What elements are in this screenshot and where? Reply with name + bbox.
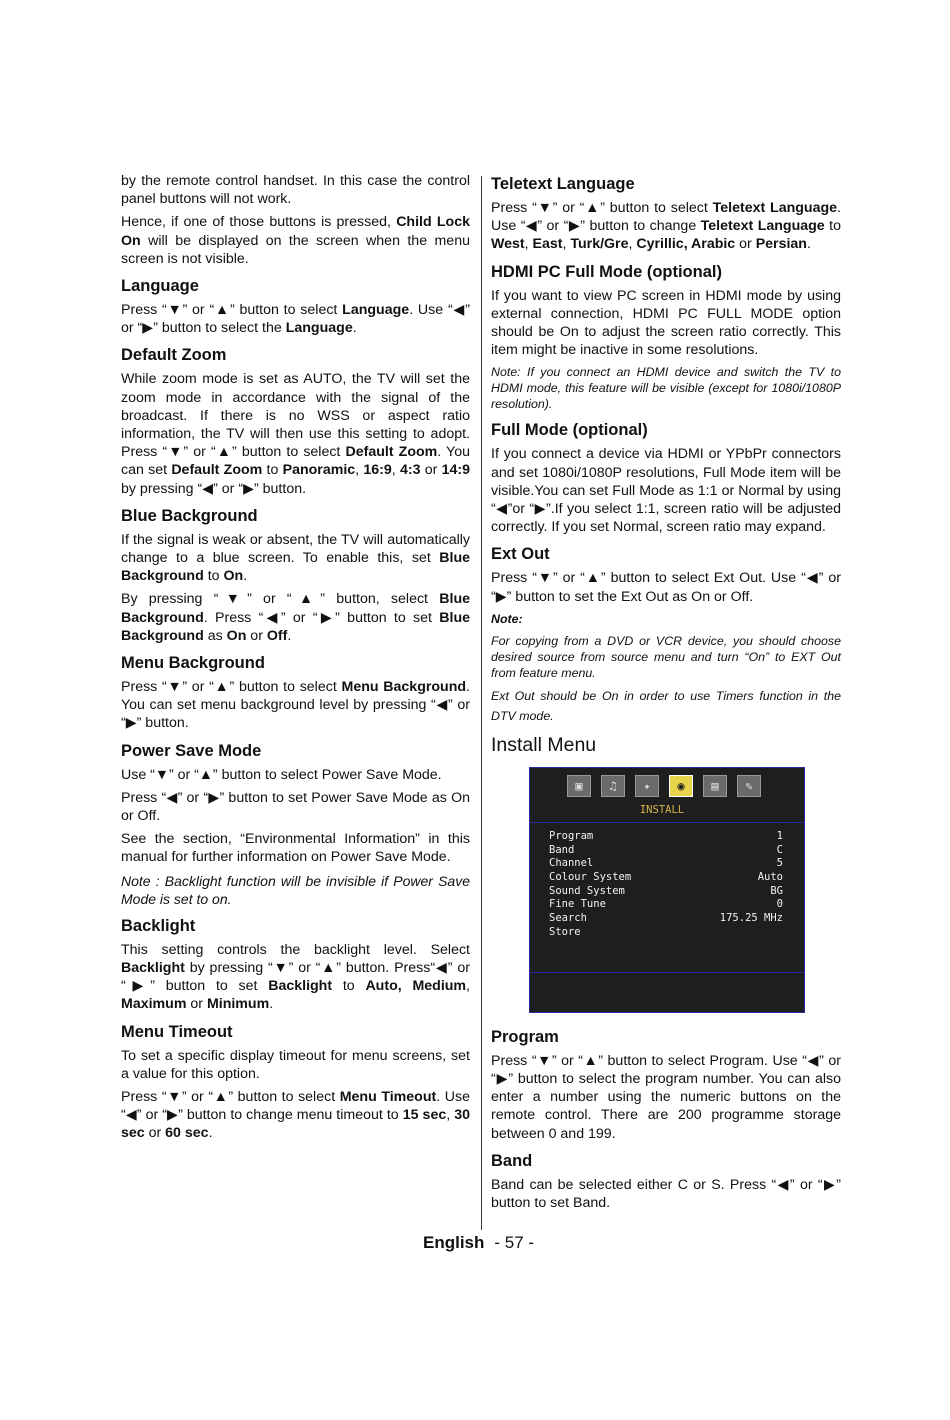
menu-row-label: Fine Tune xyxy=(549,898,606,911)
text-span: ▶ xyxy=(142,320,154,337)
feature-icon: ✦ xyxy=(635,775,659,797)
menu-row xyxy=(549,857,783,871)
language-heading: Language xyxy=(121,277,199,296)
text-span: ▼ xyxy=(166,302,183,319)
menu-row xyxy=(549,871,783,885)
ext-out-heading: Ext Out xyxy=(491,545,550,564)
menu-row xyxy=(549,844,783,858)
blue-background-paragraph-1: If the signal is weak or absent, the TV will automatically change to a blue screen. To enable this, set Blue Background to On. xyxy=(121,531,470,585)
text-span: Hence, if one of those buttons is pressed, xyxy=(121,214,391,231)
menu-row-label: Search xyxy=(549,912,587,925)
text-span: ” or “ xyxy=(121,302,471,337)
power-save-paragraph-2: Press “◀” or “▶” button to set Power Save Mode as On or Off. xyxy=(121,789,470,825)
hdmi-pc-full-mode-paragraph: If you want to view PC screen in HDMI mode by using external connection, HDMI PC FULL MODE option should be On to adjust the screen ratio correctly. This item might be inactive in some resolutions. xyxy=(491,287,841,359)
install-icon: ◉ xyxy=(669,775,693,797)
text-span: ” button to select the xyxy=(153,320,286,337)
source-icon: ▤ xyxy=(703,775,727,797)
power-save-paragraph-1: Use “▼” or “▲” button to select Power Save Mode. xyxy=(121,766,442,783)
ext-out-note-1: For copying from a DVD or VCR device, you should choose desired source from source menu and turn “On” to EXT Out from feature menu. xyxy=(491,633,841,680)
menu-background-paragraph: Press “▼” or “▲” button to select Menu Background. You can set menu background level by pressing “◀” or “▶” button. xyxy=(121,679,470,732)
menu-row-label: Sound System xyxy=(549,884,625,897)
intro-paragraph: by the remote control handset. In this case the control panel buttons will not work. xyxy=(121,173,470,208)
page-number: - 57 - xyxy=(494,1233,535,1252)
menu-row xyxy=(549,926,783,940)
full-mode-heading: Full Mode (optional) xyxy=(491,421,648,440)
power-save-paragraph-3: See the section, “Environmental Information” in this manual for further information on Power Save Mode. xyxy=(121,831,470,866)
install-menu-list xyxy=(549,830,783,940)
text-span: . xyxy=(352,320,357,337)
menu-footer-line xyxy=(530,972,804,973)
power-save-note: Note : Backlight function will be invisible if Power Save Mode is set to on. xyxy=(121,872,470,907)
install-menu-heading: Install Menu xyxy=(491,733,597,756)
program-paragraph: Press “▼” or “▲” button to select Program. Use “◀” or “▶” button to select the program number. You can also enter a number using the numeric buttons on the remote control. There are 200 programme storage between 0 and 199. xyxy=(491,1052,841,1142)
teletext-language-paragraph: Press “▼” or “▲” button to select Teletext Language. Use “◀” or “▶” button to change Teletext Language to West, East, Turk/Gre, Cyrillic, Arabic or Persian. xyxy=(491,200,841,253)
text-span: Language xyxy=(285,320,353,337)
text-span: . Use “ xyxy=(409,302,453,319)
right-column xyxy=(491,172,841,1217)
program-heading: Program xyxy=(491,1027,559,1046)
hdmi-pc-full-mode-heading: HDMI PC Full Mode (optional) xyxy=(491,262,722,281)
text-span: will be displayed on the screen when the menu screen is not visible. xyxy=(121,232,470,267)
menu-row-label: Channel xyxy=(549,857,594,870)
menu-timeout-paragraph-2: Press “▼” or “▲” button to select Menu Timeout. Use “◀” or “▶” button to change menu timeout to 15 sec, 30 sec or 60 sec. xyxy=(121,1088,470,1142)
install-menu-screenshot xyxy=(529,767,805,1013)
menu-row-label: Store xyxy=(549,925,581,938)
menu-row-value: C xyxy=(776,843,783,856)
default-zoom-paragraph: While zoom mode is set as AUTO, the TV will set the zoom mode in accordance with the signal of the broadcast. If there is no WSS or aspect ratio information, the TV will then use this setting to adopt. Press “▼” or “▲” button to select Default Zoom. You can set Default Zoom to Panoramic, 16:9, 4:3 or 14:9 by pressing “◀” or “▶” button. xyxy=(121,371,471,497)
menu-row-value: BG xyxy=(770,884,783,897)
blue-background-heading: Blue Background xyxy=(121,506,258,525)
settings-icon: ✎ xyxy=(737,775,761,797)
text-span: ◀ xyxy=(452,302,466,319)
menu-row-value: 0 xyxy=(776,898,783,911)
menu-row-label: Program xyxy=(549,829,594,842)
column-divider xyxy=(481,176,482,1230)
text-span: ▲ xyxy=(214,302,230,319)
menu-row-value: 175.25 MHz xyxy=(719,912,783,925)
menu-row-label: Band xyxy=(549,843,575,856)
picture-icon: ▣ xyxy=(567,775,591,797)
power-save-heading: Power Save Mode xyxy=(121,741,262,760)
sound-icon: ♫ xyxy=(601,775,625,797)
menu-row xyxy=(549,898,783,912)
menu-row-value: Auto xyxy=(757,870,783,883)
band-paragraph: Band can be selected either C or S. Press “◀” or “▶” button to set Band. xyxy=(491,1176,841,1212)
menu-timeout-paragraph-1: To set a specific display timeout for menu screens, set a value for this option. xyxy=(121,1047,470,1082)
band-heading: Band xyxy=(491,1151,533,1170)
menu-timeout-heading: Menu Timeout xyxy=(121,1022,233,1041)
menu-row xyxy=(549,830,783,844)
text-span: ” button to select xyxy=(229,302,343,319)
default-zoom-heading: Default Zoom xyxy=(121,346,227,365)
menu-row-label: Colour System xyxy=(549,870,632,883)
hdmi-note: Note: If you connect an HDMI device and switch the TV to HDMI mode, this feature will be visible (except for 1080i/1080P resolution). xyxy=(491,365,841,412)
text-span: Press “ xyxy=(121,302,167,319)
backlight-heading: Backlight xyxy=(121,916,196,935)
ext-out-paragraph: Press “▼” or “▲” button to select Ext Out. Use “◀” or “▶” button to set the Ext Out as On or Off. xyxy=(491,570,841,605)
ext-out-note-2: Ext Out should be On in order to use Timers function in the DTV mode. xyxy=(491,688,841,723)
footer-language: English xyxy=(423,1233,485,1252)
child-lock-paragraph xyxy=(121,213,470,268)
menu-row xyxy=(549,912,783,926)
backlight-paragraph: This setting controls the backlight level. Select Backlight by pressing “▼” or “▲” button. Press“◀” or “▶” button to set Backlight to Auto, Medium, Maximum or Minimum. xyxy=(121,941,470,1013)
full-mode-paragraph: If you connect a device via HDMI or YPbPr connectors and set 1080i/1080P resolutions, Full Mode item will be visible.You can set Full Mode as 1:1 or Normal by using “◀”or “▶”.If you select 1:1, screen ratio will be adjusted correctly. If you set Normal, screen ratio may expand. xyxy=(491,446,841,536)
text-span: ” or “ xyxy=(182,302,215,319)
menu-row-value: 1 xyxy=(776,829,783,842)
menu-title: INSTALL xyxy=(639,803,685,816)
page-footer xyxy=(423,1233,534,1253)
bold-span: Child Lock On xyxy=(121,214,470,249)
left-column xyxy=(121,172,470,1148)
menu-background-heading: Menu Background xyxy=(121,654,265,673)
menu-row-value: 5 xyxy=(776,857,783,870)
blue-background-paragraph-2: By pressing “▼” or “▲” button, select Blue Background. Press “◀” or “▶” button to set Blue Background as On or Off. xyxy=(121,591,470,644)
text-span: Language xyxy=(342,302,410,319)
language-paragraph xyxy=(121,301,470,337)
teletext-language-heading: Teletext Language xyxy=(491,175,635,193)
ext-out-note-label: Note: xyxy=(491,611,523,626)
menu-row xyxy=(549,885,783,899)
